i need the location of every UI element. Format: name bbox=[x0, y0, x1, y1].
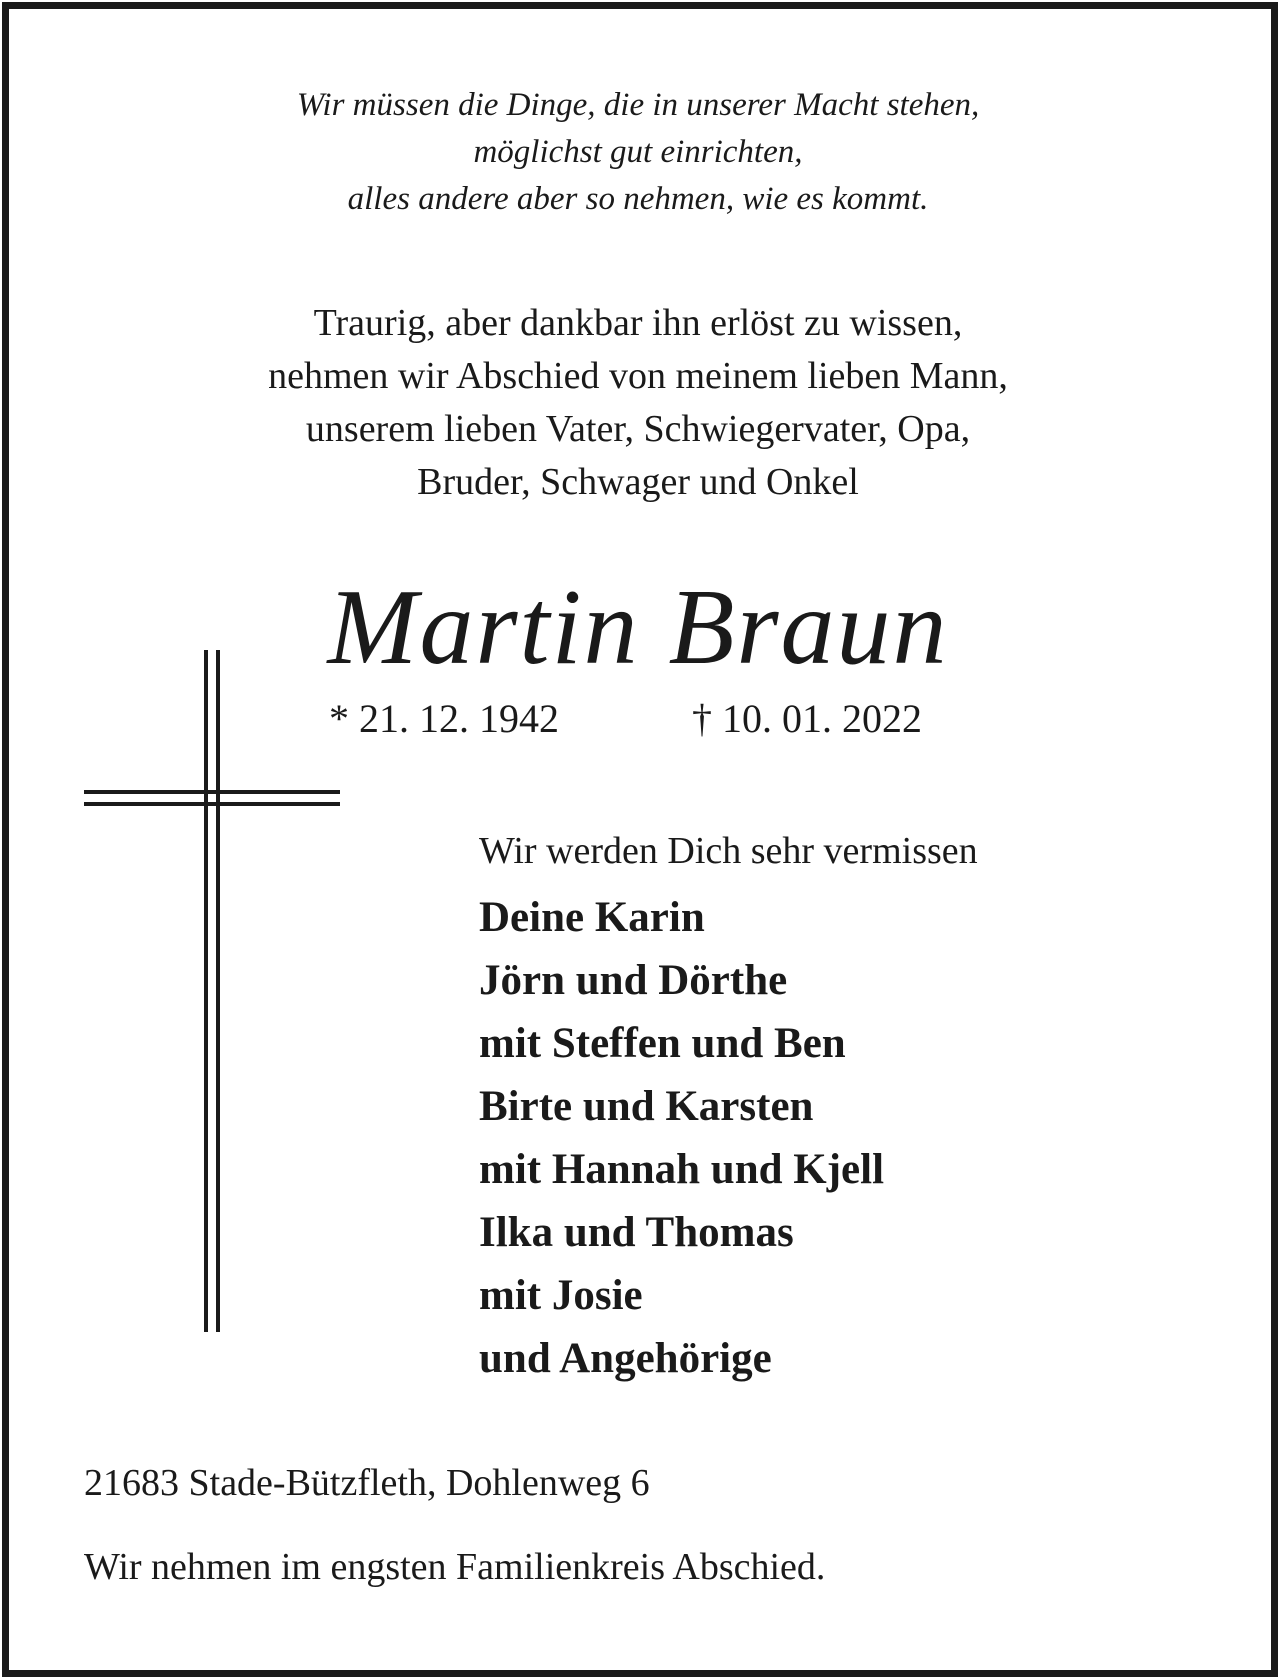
birth-date: * 21. 12. 1942 bbox=[329, 696, 559, 741]
mourners-list bbox=[479, 886, 884, 1390]
mourners-intro: Wir werden Dich sehr vermissen bbox=[479, 830, 978, 872]
intro-block bbox=[0, 297, 1276, 509]
cross-icon bbox=[84, 650, 340, 1332]
quote-line: alles andere aber so nehmen, wie es kommt. bbox=[347, 181, 929, 217]
address: 21683 Stade-Bützfleth, Dohlenweg 6 bbox=[84, 1462, 650, 1504]
deceased-name: Martin Braun bbox=[327, 568, 949, 687]
mourner-line: Birte und Karsten bbox=[479, 1083, 814, 1130]
death-date: † 10. 01. 2022 bbox=[692, 696, 922, 741]
intro-line: Traurig, aber dankbar ihn erlöst zu wissen, bbox=[313, 302, 963, 344]
mourner-line: mit Hannah und Kjell bbox=[479, 1146, 885, 1193]
mourner-line: mit Josie bbox=[479, 1272, 643, 1319]
mourner-line: und Angehörige bbox=[479, 1335, 772, 1382]
intro-line: nehmen wir Abschied von meinem lieben Mann, bbox=[268, 355, 1008, 397]
mourner-line: Ilka und Thomas bbox=[479, 1209, 794, 1256]
quote-block bbox=[0, 82, 1276, 223]
quote-line: Wir müssen die Dinge, die in unserer Macht stehen, bbox=[296, 87, 980, 123]
mourner-line: Jörn und Dörthe bbox=[479, 957, 788, 1004]
intro-line: unserem lieben Vater, Schwiegervater, Opa, bbox=[305, 408, 971, 450]
intro-line: Bruder, Schwager und Onkel bbox=[417, 461, 859, 503]
farewell-note: Wir nehmen im engsten Familienkreis Abschied. bbox=[84, 1546, 826, 1588]
mourner-line: mit Steffen und Ben bbox=[479, 1020, 846, 1067]
quote-line: möglichst gut einrichten, bbox=[473, 134, 803, 170]
mourner-line: Deine Karin bbox=[479, 894, 705, 941]
